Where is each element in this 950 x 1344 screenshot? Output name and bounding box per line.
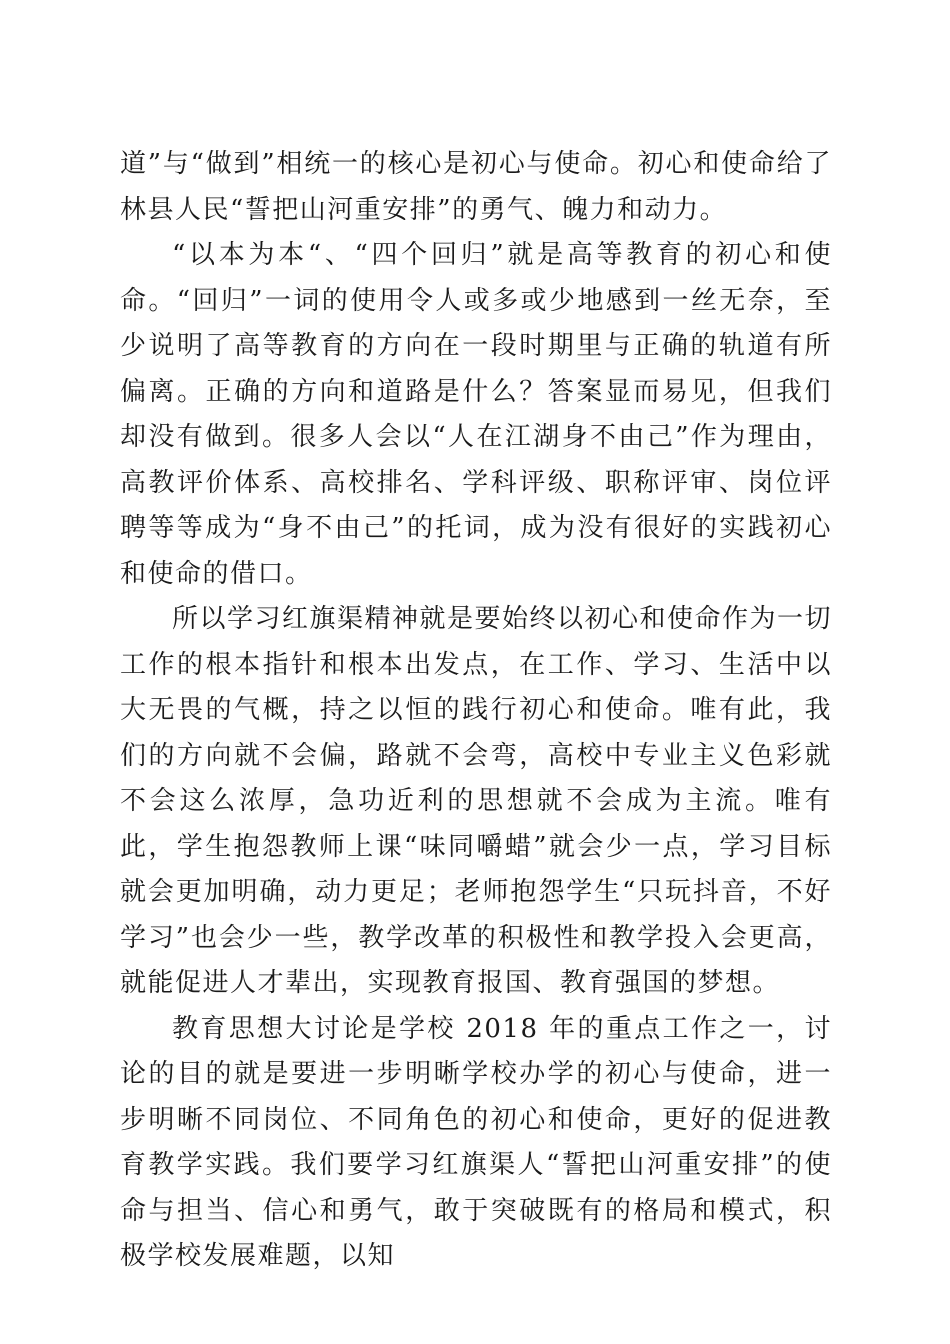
document-body: [120, 142, 832, 1280]
paragraph-1: 道”与“做到”相统一的核心是初心与使命。初心和使命给了林县人民“誓把山河重安排”的勇气、魄力和动力。: [120, 149, 832, 225]
paragraph-3: 所以学习红旗渠精神就是要始终以初心和使命作为一切工作的根本指针和根本出发点，在工作、学习、生活中以大无畏的气概，持之以恒的践行初心和使命。唯有此，我们的方向就不会偏，路就不会弯，高校中专业主义色彩就不会这么浓厚，急功近利的思想就不会成为主流。唯有此，学生抱怨教师上课“味同嚼蜡”就会少一点，学习目标就会更加明确，动力更足；老师抱怨学生“只玩抖音，不好学习”也会少一些，教学改革的积极性和教学投入会更高，就能促进人才辈出，实现教育报国、教育强国的梦想。: [120, 604, 833, 998]
paragraph-2: “以本为本“、“四个回归”就是高等教育的初心和使命。“回归”一词的使用令人或多或少地感到一丝无奈，至少说明了高等教育的方向在一段时期里与正确的轨道有所偏离。正确的方向和道路是什么？答案显而易见，但我们却没有做到。很多人会以“人在江湖身不由己”作为理由，高教评价体系、高校排名、学科评级、职称评审、岗位评聘等等成为“身不由己”的托词，成为没有很好的实践初心和使命的借口。: [120, 240, 832, 589]
paragraph-4: 教育思想大讨论是学校 2018 年的重点工作之一，讨论的目的就是要进一步明晰学校办学的初心与使命，进一步明晰不同岗位、不同角色的初心和使命，更好的促进教育教学实践。我们要学习红旗渠人“誓把山河重安排”的使命与担当、信心和勇气，敢于突破既有的格局和模式，积极学校发展难题，以知: [120, 1013, 832, 1271]
